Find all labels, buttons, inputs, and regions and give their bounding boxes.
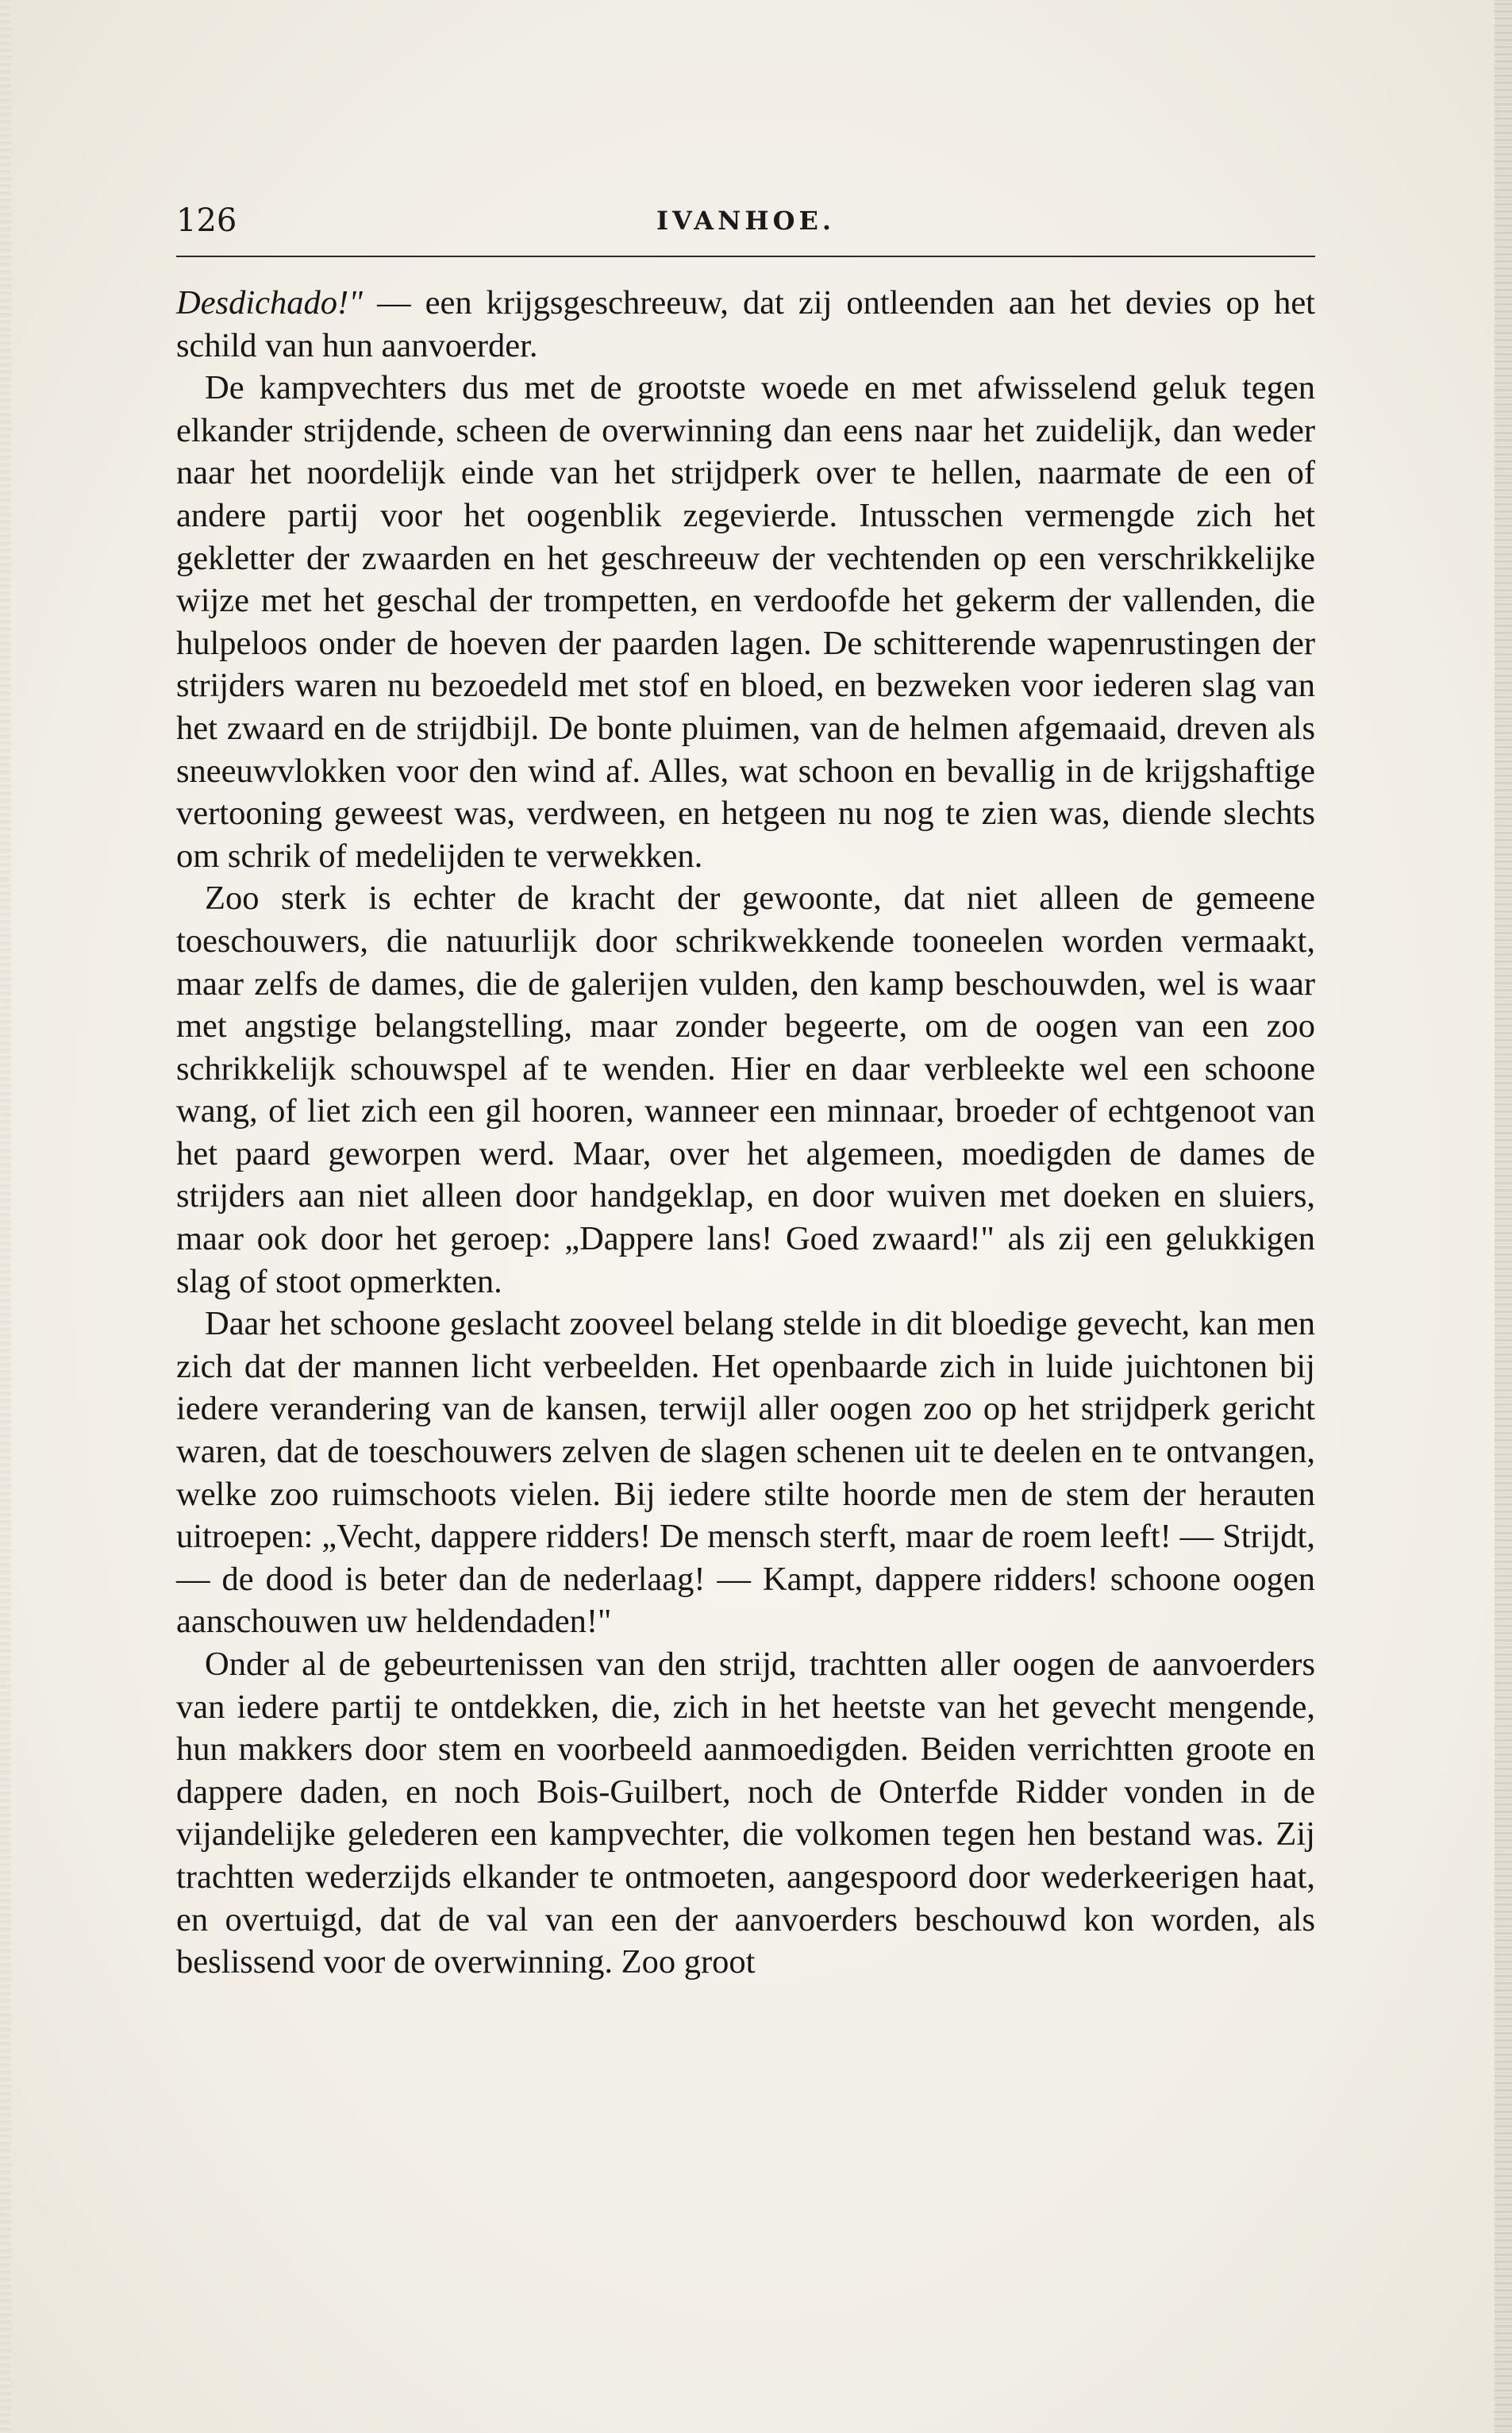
page-header: [176, 198, 1315, 249]
page-edge-right: [1495, 0, 1512, 2433]
running-title: IVANHOE.: [656, 206, 836, 236]
page-number: 126: [176, 202, 237, 239]
page-edge-left: [0, 0, 11, 2433]
italic-word: Desdichado!": [176, 284, 364, 321]
paragraph: De kampvechters dus met de grootste woede en met afwisselend geluk tegen elkander strijdende, scheen de overwinning dan eens naar het zuidelijk, dan weder naar het noordelijk einde van het strijdperk over te hellen, naarmate de een of andere partij voor het oogenblik zegevierde. Intusschen vermengde zich het gekletter der zwaarden en het geschreeuw der vechtenden op een verschrikkelijke wijze met het geschal der trompetten, en verdoofde het gekerm der vallenden, die hulpeloos onder de hoeven der paarden lagen. De schitterende wapenrustingen der strijders waren nu bezoedeld met stof en bloed, en bezweken voor iederen slag van het zwaard en de strijdbijl. De bonte pluimen, van de helmen afgemaaid, dreven als sneeuwvlokken voor den wind af. Alles, wat schoon en bevallig in de krijgshaftige vertooning geweest was, verdween, en hetgeen nu nog te zien was, diende slechts om schrik of medelijden te verwekken.: [176, 369, 1315, 875]
paragraph: Zoo sterk is echter de kracht der gewoonte, dat niet alleen de gemeene toeschouwers, die natuurlijk door schrikwekkende tooneelen worden vermaakt, maar zelfs de dames, die de galerijen vulden, den kamp beschouwden, wel is waar met angstige belangstelling, maar zonder begeerte, om de oogen van een zoo schrikkelijk schouwspel af te wenden. Hier en daar verbleekte wel een schoone wang, of liet zich een gil hooren, wanneer een minnaar, broeder of echtgenoot van het paard geworpen werd. Maar, over het algemeen, moedigden de dames de strijders aan niet alleen door handgeklap, en door wuiven met doeken en sluiers, maar ook door het geroep: „Dappere lans! Goed zwaard!" als zij een gelukkigen slag of stoot opmerkten.: [176, 880, 1315, 1300]
paragraph-continued: [176, 282, 1315, 367]
paragraph: Daar het schoone geslacht zooveel belang stelde in dit bloedige gevecht, kan men zich dat der mannen licht verbeelden. Het openbaarde zich in luide juichtonen bij iedere verandering van de kansen, terwijl aller oogen zoo op het strijdperk gericht waren, dat de toeschouwers zelven de slagen schenen uit te deelen en te ontvangen, welke zoo ruimschoots vielen. Bij iedere stilte hoorde men de stem der herauten uitroepen: „Vecht, dappere ridders! De mensch sterft, maar de roem leeft! — Strijdt, — de dood is beter dan de nederlaag! — Kampt, dappere ridders! schoone oogen aanschouwen uw heldendaden!": [176, 1305, 1315, 1641]
paragraph-continued-text: — een krijgsgeschreeuw, dat zij ontleenden aan het devies op het schild van hun aanvoerder.: [176, 284, 1315, 364]
body-text: [176, 282, 1315, 1984]
paragraph: Onder al de gebeurtenissen van den strijd, trachtten aller oogen de aanvoerders van iedere partij te ontdekken, die, zich in het heetste van het gevecht mengende, hun makkers door stem en voorbeeld aanmoedigden. Beiden verrichtten groote en dappere daden, en noch Bois-Guilbert, noch de Onterfde Ridder vonden in de vijandelijke gelederen een kampvechter, die volkomen tegen hen bestand was. Zij trachtten wederzijds elkander te ontmoeten, aangespoord door wederkeerigen haat, en overtuigd, dat de val van een der aanvoerders beschouwd kon worden, als beslissend voor de overwinning. Zoo groot: [176, 1646, 1315, 1981]
header-rule: [176, 256, 1315, 257]
